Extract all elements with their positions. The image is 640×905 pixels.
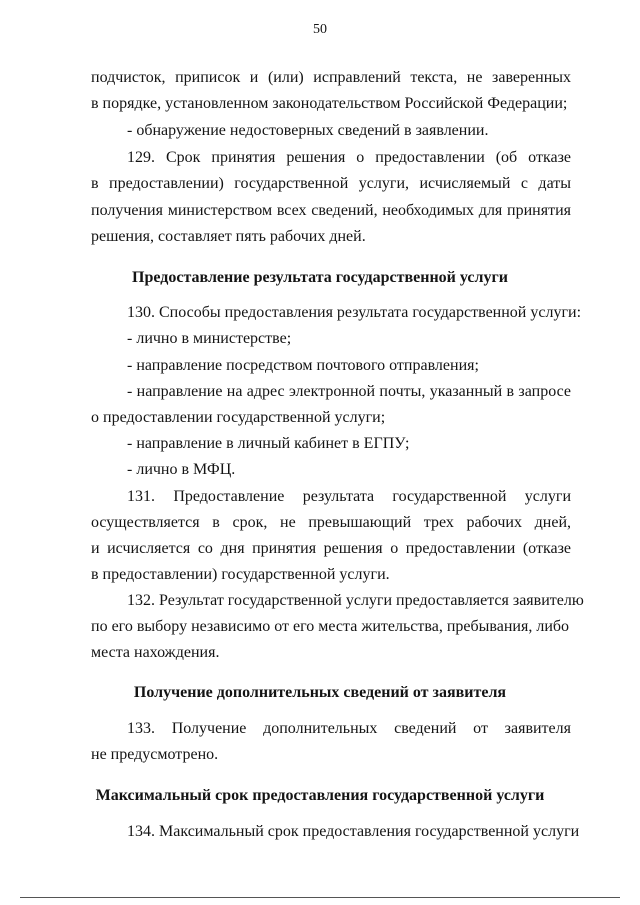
text-line: в предоставлении) государственной услуги, исчисляемый с даты	[91, 175, 571, 192]
text-line: 133. Получение дополнительных сведений от заявителя	[127, 720, 571, 737]
section-heading: Получение дополнительных сведений от заявителя	[133, 684, 507, 701]
text-line: 129. Срок принятия решения о предоставлении (об отказе	[127, 149, 571, 166]
text-line: решения, составляет пять рабочих дней.	[91, 228, 366, 245]
text-line: - направление посредством почтового отправления;	[127, 357, 479, 374]
text-line: 132. Результат государственной услуги предоставляется заявителю	[127, 592, 584, 609]
text-line: - обнаружение недостоверных сведений в заявлении.	[127, 122, 489, 139]
page-number: 50	[313, 22, 327, 37]
text-line: - направление на адрес электронной почты, указанный в запросе	[127, 383, 571, 400]
text-line: 134. Максимальный срок предоставления государственной услуги	[127, 823, 580, 840]
text-line: по его выбору независимо от его места жительства, пребывания, либо	[91, 618, 570, 635]
text-line: не предусмотрено.	[91, 746, 219, 763]
text-line: и исчисляется со дня принятия решения о предоставлении (отказе	[91, 540, 571, 557]
text-line: места нахождения.	[91, 644, 220, 661]
page-bottom-rule	[20, 897, 620, 898]
section-heading: Максимальный срок предоставления государственной услуги	[95, 787, 545, 804]
text-line: - лично в министерстве;	[127, 330, 292, 347]
text-line: - направление в личный кабинет в ЕГПУ;	[127, 435, 410, 452]
text-line: получения министерством всех сведений, необходимых для принятия	[91, 202, 571, 219]
text-line: подчисток, приписок и (или) исправлений текста, не заверенных	[91, 69, 571, 86]
text-line: осуществляется в срок, не превышающий трех рабочих дней,	[91, 514, 571, 531]
text-line: о предоставлении государственной услуги;	[91, 409, 386, 426]
text-line: в предоставлении) государственной услуги.	[91, 566, 390, 583]
text-line: 130. Способы предоставления результата государственной услуги:	[127, 304, 582, 321]
text-line: в порядке, установленном законодательством Российской Федерации;	[91, 95, 568, 112]
text-line: 131. Предоставление результата государственной услуги	[127, 488, 571, 505]
section-heading: Предоставление результата государственной услуги	[132, 269, 508, 286]
text-line: - лично в МФЦ.	[127, 461, 236, 478]
